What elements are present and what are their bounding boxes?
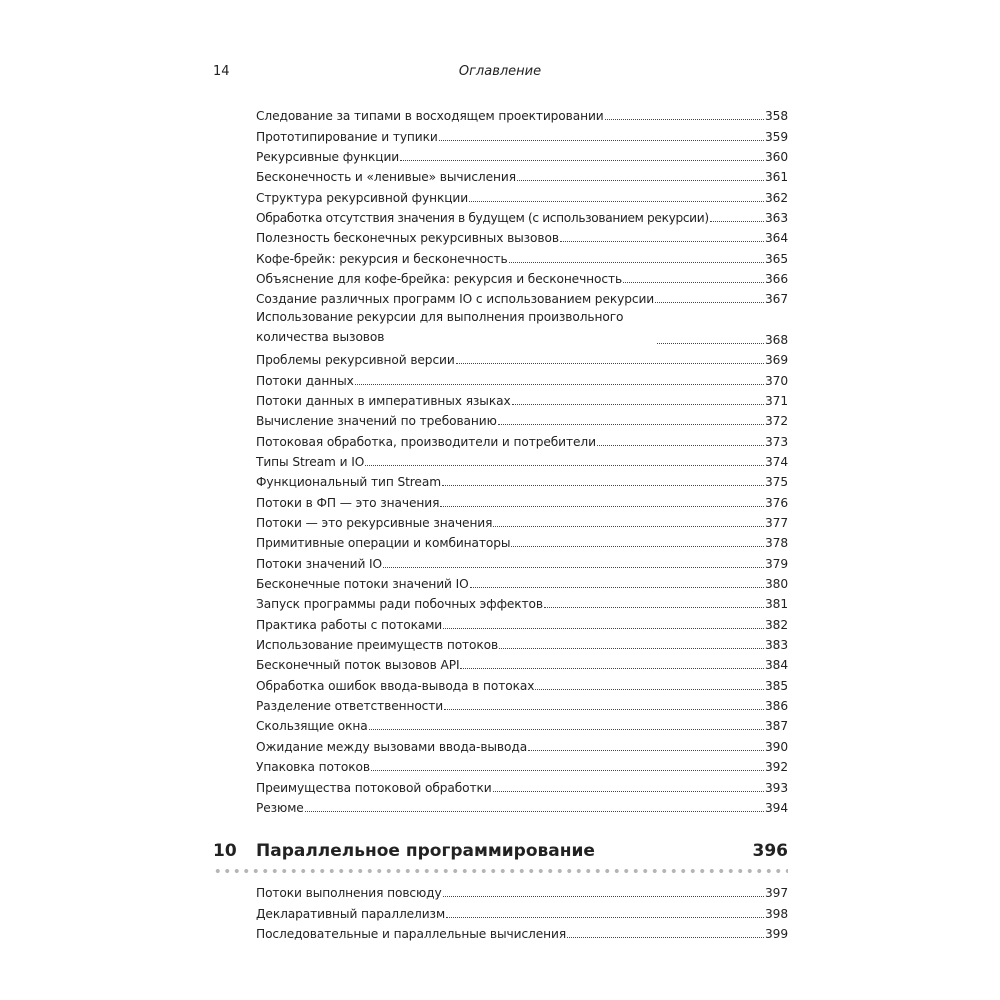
dot-leader xyxy=(657,343,764,344)
toc-entry xyxy=(256,900,788,920)
toc-entry-page: 371 xyxy=(765,393,788,408)
dot-leader xyxy=(493,526,764,527)
dot-leader xyxy=(528,750,764,751)
dot-leader xyxy=(544,607,764,608)
toc-entry-page: 392 xyxy=(765,760,788,775)
toc-entry-title: Потоки данных в императивных языках xyxy=(256,393,511,408)
dot-leader xyxy=(710,221,764,222)
toc-entry-title: Последовательные и параллельные вычисления xyxy=(256,927,567,942)
toc-entry xyxy=(256,693,788,713)
toc-entry xyxy=(256,754,788,774)
toc-entry xyxy=(256,530,788,550)
dot-leader xyxy=(439,140,764,141)
dot-leader xyxy=(355,384,764,385)
toc-entry-title: Потоки выполнения повсюду xyxy=(256,886,442,901)
toc-entry-title: Бесконечные потоки значений IO xyxy=(256,577,469,592)
toc-entry-page: 375 xyxy=(765,475,788,490)
dot-leader xyxy=(655,302,764,303)
dot-leader xyxy=(443,896,764,897)
dot-leader xyxy=(369,729,764,730)
toc-entry-title: Ожидание между вызовами ввода-вывода xyxy=(256,739,528,754)
dot-leader xyxy=(442,485,764,486)
toc-entry xyxy=(256,489,788,509)
toc-entry-page: 374 xyxy=(765,455,788,469)
toc-entry xyxy=(256,733,788,753)
chapter-heading xyxy=(213,840,788,862)
toc-entry xyxy=(256,713,788,733)
toc-entry-page: 362 xyxy=(765,190,788,205)
toc-entry xyxy=(256,306,788,347)
toc-entry-page: 365 xyxy=(765,251,788,266)
toc-entry xyxy=(256,225,788,245)
toc-entry-title: Потоки значений IO xyxy=(256,556,383,571)
toc-entry-title: Скользящие окна xyxy=(256,719,368,734)
toc-entry-title: Создание различных программ IO с использованием рекурсии xyxy=(256,292,655,307)
toc-entry-title: Упаковка потоков xyxy=(256,760,370,775)
toc-entry-page: 376 xyxy=(765,495,788,510)
toc-entry-title: Полезность бесконечных рекурсивных вызовов xyxy=(256,231,559,246)
toc-entry-title: Рекурсивные функции xyxy=(256,150,400,165)
toc-entry xyxy=(256,286,788,306)
toc-entry-page: 367 xyxy=(765,292,788,307)
toc-entry xyxy=(256,123,788,143)
dot-leader xyxy=(597,445,764,446)
toc-entry xyxy=(256,164,788,184)
toc-entry-title: Примитивные операции и комбинаторы xyxy=(256,536,511,551)
toc-entry-title: Следование за типами в восходящем проектировании xyxy=(256,109,604,124)
dot-leader xyxy=(535,689,764,690)
toc-entry-title: Потоки данных xyxy=(256,373,354,388)
toc-entry xyxy=(256,428,788,448)
toc-entry-title: Бесконечность и «ленивые» вычисления xyxy=(256,170,516,185)
toc-entry xyxy=(256,591,788,611)
toc-entry xyxy=(256,408,788,428)
toc-entry-title: Прототипирование и тупики xyxy=(256,129,438,144)
toc-entry-page: 382 xyxy=(765,617,788,632)
toc-entry-title: Потоки в ФП — это значения xyxy=(256,495,440,510)
toc-entry xyxy=(256,144,788,164)
toc-entry-title: Запуск программы ради побочных эффектов xyxy=(256,597,543,612)
toc-entry-title: Использование преимуществ потоков xyxy=(256,638,499,653)
dot-leader xyxy=(456,363,764,364)
toc-entry-page: 361 xyxy=(765,170,788,185)
toc-entry-page: 373 xyxy=(765,434,788,449)
toc-entry-page: 384 xyxy=(765,658,788,673)
dot-leader xyxy=(499,648,764,649)
toc-entry-page: 378 xyxy=(765,536,788,551)
toc-entry-title: Потоки — это рекурсивные значения xyxy=(256,516,493,531)
toc-entry-title: Структура рекурсивной функции xyxy=(256,190,469,205)
toc-entry-page: 390 xyxy=(765,739,788,754)
dot-leader xyxy=(443,628,764,629)
dot-leader xyxy=(371,770,764,771)
chapter-title: Параллельное программирование xyxy=(256,841,595,861)
toc-entry xyxy=(256,571,788,591)
toc-entry-title: Типы Stream и IO xyxy=(256,455,365,469)
toc-entry-page: 370 xyxy=(765,373,788,388)
toc-entry-page: 399 xyxy=(765,927,788,942)
toc-entry xyxy=(256,921,788,941)
dot-leader xyxy=(560,241,764,242)
toc-entry-title: Преимущества потоковой обработки xyxy=(256,780,492,795)
toc-entry-title: Потоковая обработка, производители и потребители xyxy=(256,434,596,449)
toc-entry-page: 379 xyxy=(765,556,788,571)
toc-entry-page: 398 xyxy=(765,906,788,921)
dot-leader xyxy=(512,404,764,405)
toc-entry-page: 364 xyxy=(765,231,788,246)
toc-entry xyxy=(256,388,788,408)
toc-entry-title: Обработка отсутствия значения в будущем (с использованием рекурсии) xyxy=(256,211,709,226)
dot-leader xyxy=(446,917,764,918)
toc-entry-page: 381 xyxy=(765,597,788,612)
toc-entry-title: Кофе-брейк: рекурсия и бесконечность xyxy=(256,251,508,266)
toc-entry xyxy=(256,449,788,469)
dot-leader xyxy=(498,424,764,425)
toc-entry-page: 366 xyxy=(765,272,788,287)
toc-entry-page: 369 xyxy=(765,353,788,368)
toc-entry-title: Вычисление значений по требованию xyxy=(256,414,497,429)
toc-entry-page: 368 xyxy=(765,332,788,347)
dot-leader xyxy=(365,465,764,466)
toc-entry-title: Разделение ответственности xyxy=(256,699,444,714)
toc-entry xyxy=(256,550,788,570)
toc-entry-page: 377 xyxy=(765,516,788,531)
toc-entry-title: Использование рекурсии для выполнения произвольного количества вызовов xyxy=(256,309,624,344)
toc-entry xyxy=(256,245,788,265)
dot-leader xyxy=(383,567,764,568)
toc-entry-title: Проблемы рекурсивной версии xyxy=(256,353,455,368)
toc-entry xyxy=(256,632,788,652)
dot-leader xyxy=(517,180,764,181)
toc-entry xyxy=(256,205,788,225)
toc-entry xyxy=(256,469,788,489)
toc-entry-title: Практика работы с потоками xyxy=(256,617,443,632)
dot-leader xyxy=(470,587,764,588)
dot-leader xyxy=(460,668,764,669)
dot-leader xyxy=(567,937,764,938)
page-number: 14 xyxy=(213,64,230,79)
toc-entry-title: Бесконечный поток вызовов API xyxy=(256,658,460,673)
dot-leader xyxy=(444,709,764,710)
toc-entry-page: 385 xyxy=(765,678,788,693)
toc-list-chapter-10 xyxy=(256,880,788,941)
toc-entry-title: Обработка ошибок ввода-вывода в потоках xyxy=(256,678,535,693)
dot-leader xyxy=(440,506,764,507)
toc-entry xyxy=(256,611,788,631)
toc-entry-page: 372 xyxy=(765,414,788,429)
toc-entry xyxy=(256,266,788,286)
toc-entry-title: Декларативный параллелизм xyxy=(256,906,446,921)
toc-entry-page: 358 xyxy=(765,109,788,124)
dot-leader xyxy=(623,282,764,283)
toc-entry-title: Объяснение для кофе-брейка: рекурсия и бесконечность xyxy=(256,272,623,287)
dot-leader xyxy=(493,791,764,792)
toc-entry-title: Функциональный тип Stream xyxy=(256,475,441,490)
toc-entry-page: 380 xyxy=(765,577,788,592)
toc-list xyxy=(256,103,788,815)
toc-entry xyxy=(256,367,788,387)
dot-leader xyxy=(511,546,764,547)
dot-leader xyxy=(400,160,764,161)
toc-entry-page: 360 xyxy=(765,150,788,165)
chapter-dot-rule xyxy=(213,868,788,874)
toc-entry-page: 393 xyxy=(765,780,788,795)
toc-entry-page: 363 xyxy=(765,211,788,226)
running-header: Оглавление xyxy=(458,64,542,79)
dot-leader xyxy=(305,811,764,812)
dot-leader xyxy=(605,119,764,120)
toc-entry xyxy=(256,652,788,672)
toc-entry xyxy=(256,103,788,123)
toc-entry-title: Резюме xyxy=(256,800,304,815)
toc-entry xyxy=(256,672,788,692)
toc-entry xyxy=(256,510,788,530)
toc-entry-page: 397 xyxy=(765,886,788,901)
toc-entry xyxy=(256,880,788,900)
toc-entry xyxy=(256,795,788,815)
toc-entry-page: 359 xyxy=(765,129,788,144)
toc-entry-page: 387 xyxy=(765,719,788,734)
toc-entry xyxy=(256,184,788,204)
dot-leader xyxy=(509,262,764,263)
toc-entry-page: 394 xyxy=(765,800,788,815)
chapter-number: 10 xyxy=(213,841,237,861)
toc-entry-page: 383 xyxy=(765,638,788,653)
toc-entry-page: 386 xyxy=(765,699,788,714)
toc-entry xyxy=(256,347,788,367)
chapter-page: 396 xyxy=(752,841,788,861)
dot-leader xyxy=(469,201,764,202)
toc-entry xyxy=(256,774,788,794)
